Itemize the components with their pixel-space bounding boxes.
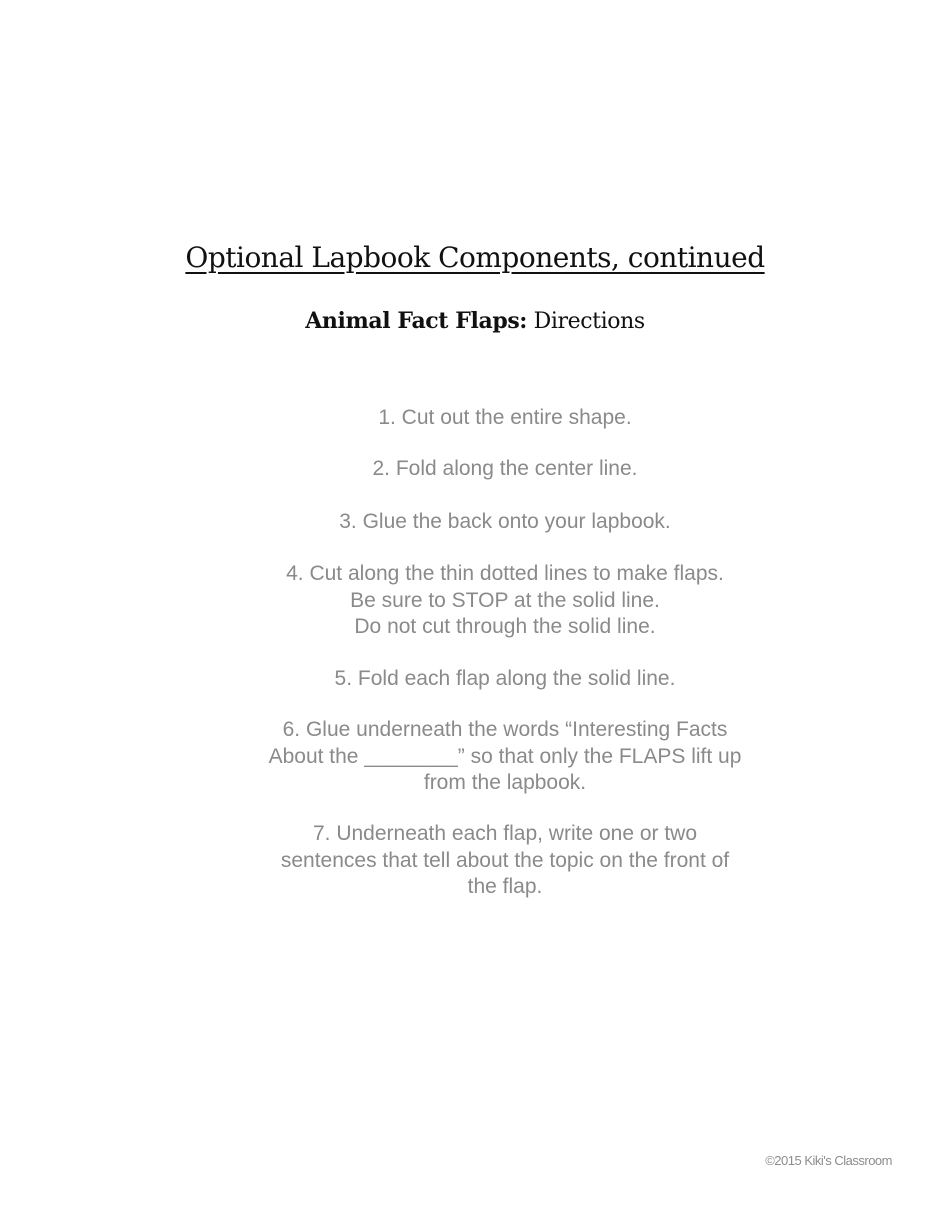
step-line: sentences that tell about the topic on the front of bbox=[280, 848, 730, 872]
direction-step-4 bbox=[0, 561, 950, 641]
step-line: 4. Cut along the thin dotted lines to make flaps. bbox=[286, 562, 724, 585]
subtitle-bold: Animal Fact Flaps: bbox=[305, 308, 528, 334]
step-line: 6. Glue underneath the words “Interesting Facts bbox=[282, 718, 728, 741]
step-line: Be sure to STOP at the solid line. bbox=[350, 588, 660, 612]
step-line: About the ________” so that only the FLAPS lift up bbox=[268, 744, 742, 768]
direction-step-1 bbox=[0, 405, 950, 432]
step-line: the flap. bbox=[467, 875, 543, 898]
direction-step-5 bbox=[0, 666, 950, 693]
direction-step-6 bbox=[0, 717, 950, 797]
step-line: 2. Fold along the center line. bbox=[372, 457, 638, 480]
direction-step-2 bbox=[0, 456, 950, 483]
step-line: Do not cut through the solid line. bbox=[354, 615, 656, 638]
page-title-text: Optional Lapbook Components, continued bbox=[185, 241, 765, 274]
step-line: 1. Cut out the entire shape. bbox=[378, 406, 632, 429]
step-line: from the lapbook. bbox=[423, 771, 587, 794]
direction-step-7 bbox=[0, 821, 950, 901]
copyright-footer: ©2015 Kiki's Classroom bbox=[765, 1153, 892, 1168]
step-line: 3. Glue the back onto your lapbook. bbox=[339, 510, 671, 533]
subtitle-normal: Directions bbox=[533, 309, 645, 334]
step-line: 5. Fold each flap along the solid line. bbox=[334, 667, 676, 690]
step-line: 7. Underneath each flap, write one or two bbox=[312, 822, 698, 845]
direction-step-3 bbox=[0, 509, 950, 536]
